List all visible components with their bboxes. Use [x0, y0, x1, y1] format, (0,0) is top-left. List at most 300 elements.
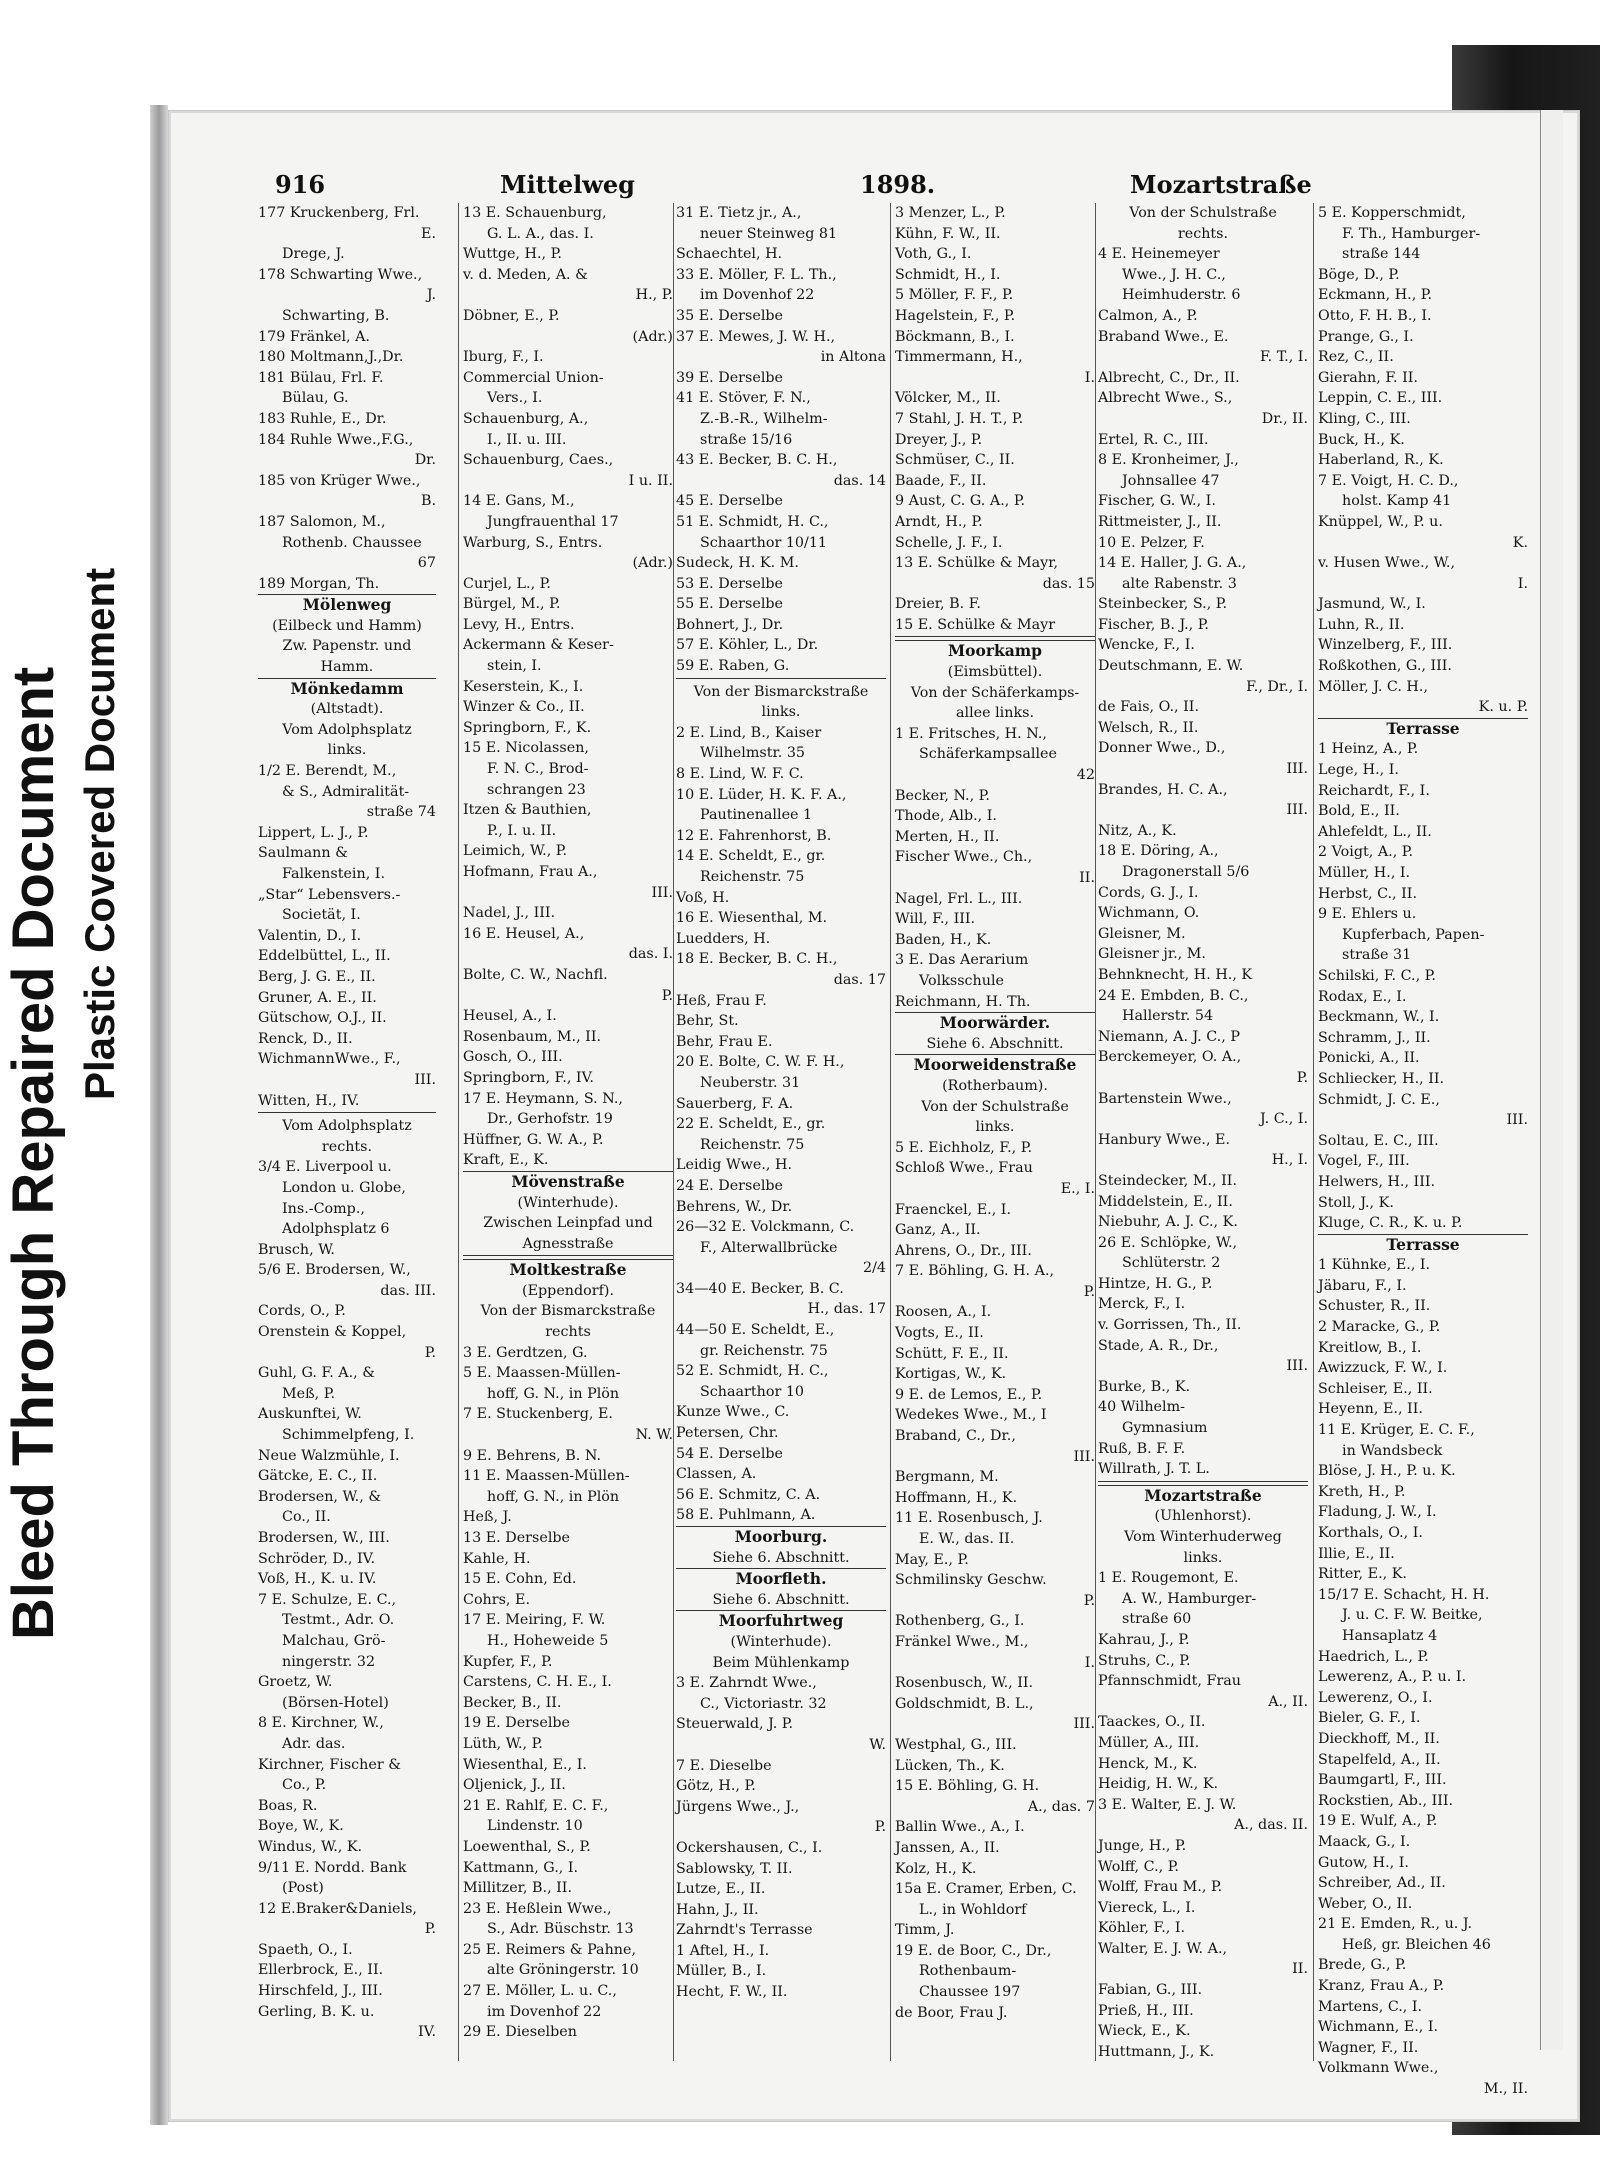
street-heading: Moorwärder. [895, 1012, 1095, 1034]
entry-continuation: 67 [417, 555, 436, 572]
directory-entry: Brandes, H. C. A., [1098, 781, 1228, 798]
directory-entry: Itzen & Bauthien, [463, 802, 592, 819]
directory-entry: Boye, W., K. [258, 1818, 344, 1835]
entry-continuation: Adolphsplatz 6 [282, 1221, 390, 1238]
directory-entry: 17 E. Meiring, F. W. [463, 1612, 606, 1629]
directory-entry: Leppin, C. E., III. [1318, 390, 1443, 407]
annotation-bleed-repaired: Bleed Through Repaired Document [1, 666, 66, 1640]
directory-entry: Ballin Wwe., A., I. [895, 1819, 1025, 1836]
entry-continuation: E. W., das. II. [919, 1531, 1015, 1547]
directory-entry: Bartenstein Wwe., [1098, 1090, 1232, 1107]
entry-continuation: H., Hoheweide 5 [487, 1632, 609, 1649]
entry-continuation: Dr., Gerhofstr. 19 [487, 1111, 613, 1128]
directory-entry: Müller, B., I. [676, 1963, 767, 1980]
directory-entry: 3 E. Zahrndt Wwe., [676, 1675, 817, 1692]
directory-entry: Springborn, F., K. [463, 719, 592, 736]
directory-entry: 7 E. Schulze, E. C., [258, 1591, 397, 1608]
directory-entry: Ritter, E., K. [1318, 1566, 1407, 1583]
directory-entry: Lüth, W., P. [463, 1735, 543, 1752]
directory-entry: 14 E. Haller, J. G. A., [1098, 555, 1247, 572]
directory-entry: 18 E. Becker, B. C. H., [676, 951, 838, 968]
entry-continuation: H., das. 17 [807, 1301, 886, 1318]
entry-continuation: F., Alterwallbrücke [700, 1239, 838, 1256]
directory-entry: 15a E. Cramer, Erben, C. [895, 1881, 1077, 1898]
directory-entry: Nadel, J., III. [463, 905, 556, 922]
directory-entry: Fischer, G. W., I. [1098, 493, 1216, 510]
directory-entry: Bürgel, M., P. [463, 596, 561, 613]
entry-continuation: holst. Kamp 41 [1342, 493, 1452, 510]
entry-continuation: B. [420, 493, 436, 510]
directory-entry: Beckmann, W., I. [1318, 1009, 1440, 1026]
directory-entry: 15 E. Cohn, Ed. [463, 1571, 577, 1588]
directory-entry: Hagelstein, F., P. [895, 307, 1016, 324]
directory-entry: 177 Kruckenberg, Frl. [258, 205, 420, 221]
directory-entry: Gleisner, M. [1098, 925, 1186, 942]
directory-entry: 181 Bülau, Frl. F. [258, 369, 384, 386]
entry-continuation: II. [1079, 870, 1095, 886]
entry-continuation: (Adr.) [632, 328, 673, 345]
street-note: rechts. [1177, 225, 1229, 242]
directory-entry: Commercial Union- [463, 369, 604, 386]
street-note: (Uhlenhorst). [1154, 1508, 1252, 1525]
entry-continuation: Reichenstr. 75 [700, 869, 805, 885]
entry-continuation: P. [1296, 1069, 1308, 1086]
directory-entry: Awizzuck, F. W., I. [1318, 1360, 1448, 1377]
directory-entry: Baumgartl, F., III. [1318, 1772, 1447, 1789]
directory-entry: 8 E. Kronheimer, J., [1098, 452, 1239, 469]
entry-continuation: Johnsallee 47 [1122, 472, 1220, 489]
directory-entry: 53 E. Derselbe [676, 575, 784, 592]
street-note: Zw. Papenstr. und [282, 638, 412, 655]
entry-continuation: das. I. [628, 946, 673, 963]
entry-continuation: G. L. A., das. I. [487, 225, 594, 242]
directory-entry: Ockershausen, C., I. [676, 1839, 823, 1856]
entry-continuation: E. [421, 225, 436, 242]
directory-entry: Hoffmann, H., K. [895, 1489, 1018, 1506]
directory-entry: 189 Morgan, Th. [258, 575, 380, 592]
entry-continuation: & S., Admiralität- [282, 783, 410, 800]
directory-entry: Braband Wwe., E. [1098, 328, 1229, 345]
directory-entry: Henck, M., K. [1098, 1755, 1198, 1772]
directory-entry: Guhl, G. F. A., & [258, 1365, 375, 1382]
directory-entry: Zahrndt's Terrasse [676, 1922, 813, 1939]
entry-continuation: London u. Globe, [282, 1179, 406, 1196]
directory-entry: Möller, J. C. H., [1318, 678, 1428, 695]
directory-entry: 27 E. Möller, L. u. C., [463, 1983, 617, 2000]
entry-continuation: Jungfrauenthal 17 [487, 513, 619, 530]
directory-entry: Heß, Frau F. [676, 992, 767, 1009]
entry-continuation: H., I. [1271, 1152, 1308, 1169]
directory-entry: 1 Kühnke, E., I. [1318, 1257, 1431, 1274]
directory-entry: 24 E. Embden, B. C., [1098, 987, 1249, 1004]
directory-entry: 41 E. Stöver, F. N., [676, 390, 811, 407]
directory-entry: Steuerwald, J. P. [676, 1716, 794, 1733]
entry-continuation: II. [1292, 1961, 1308, 1978]
directory-entry: Maack, G., I. [1318, 1833, 1411, 1850]
directory-entry: Baade, F., II. [895, 472, 987, 489]
entry-continuation: Schwarting, B. [282, 307, 390, 324]
directory-entry: Steinbecker, S., P. [1098, 596, 1228, 613]
street-note: Vom Winterhuderweg [1124, 1529, 1282, 1545]
directory-entry: 2 Voigt, A., P. [1318, 844, 1414, 861]
directory-entry: Ruß, B. F. F. [1098, 1440, 1186, 1457]
directory-entry: 3 E. Das Aerarium [895, 952, 1029, 969]
entry-continuation: Societät, I. [282, 907, 361, 924]
entry-continuation: Hallerstr. 54 [1122, 1008, 1214, 1025]
entry-continuation: gr. Reichenstr. 75 [700, 1342, 828, 1359]
directory-entry: Nagel, Frl. L., III. [895, 890, 1023, 907]
directory-entry: 7 E. Dieselbe [676, 1757, 772, 1774]
street-note: (Altstadt). [310, 701, 384, 718]
directory-entry: Albrecht, C., Dr., II. [1098, 369, 1240, 386]
directory-entry: 56 E. Schmitz, C. A. [676, 1486, 821, 1503]
directory-entry: 185 von Krüger Wwe., [258, 472, 421, 489]
directory-entry: v. Husen Wwe., W., [1318, 555, 1456, 572]
directory-entry: 13 E. Derselbe [463, 1530, 571, 1546]
directory-entry: 24 E. Derselbe [676, 1177, 784, 1194]
directory-entry: 59 E. Raben, G. [676, 658, 790, 675]
directory-entry: 40 Wilhelm- [1098, 1399, 1185, 1416]
directory-entry: Fränkel Wwe., M., [895, 1633, 1029, 1650]
entry-continuation: P. [424, 1344, 436, 1361]
directory-entry: 1 Aftel, H., I. [676, 1942, 770, 1959]
entry-continuation: IV. [417, 2024, 436, 2041]
directory-entry: Struhs, C., P. [1098, 1652, 1191, 1669]
entry-continuation: Wilhelmstr. 35 [700, 745, 806, 762]
directory-entry: 10 E. Lüder, H. K. F. A., [676, 786, 847, 803]
entry-continuation: I., II. u. III. [487, 431, 567, 448]
directory-entry: Luhn, R., II. [1318, 616, 1405, 633]
directory-entry: 54 E. Derselbe [676, 1445, 784, 1462]
directory-entry: Stade, A. R., Dr., [1098, 1337, 1219, 1354]
directory-entry: 20 E. Bolte, C. W. F. H., [676, 1054, 845, 1071]
street-note: Hamm. [320, 659, 374, 676]
directory-entry: Reichardt, F., I. [1318, 782, 1430, 799]
street-note: (Winterhude). [730, 1633, 832, 1650]
street-heading: Mövenstraße [463, 1171, 673, 1193]
directory-entry: Fischer Wwe., Ch., [895, 849, 1033, 866]
directory-entry: Leimich, W., P. [463, 843, 568, 860]
street-heading: Moorfleth. [676, 1568, 886, 1590]
directory-entry: Bold, E., II. [1318, 803, 1400, 820]
directory-entry: Gleisner jr., M. [1098, 946, 1206, 963]
directory-entry: Jürgens Wwe., J., [676, 1798, 800, 1815]
directory-entry: Cords, G. J., I. [1098, 884, 1199, 901]
page-number: 916 [275, 170, 326, 199]
directory-entry: Heyenn, E., II. [1318, 1401, 1423, 1418]
directory-entry: Kolz, H., K. [895, 1860, 977, 1877]
entry-continuation: Vers., I. [487, 390, 543, 407]
directory-entry: Goldschmidt, B. L., [895, 1695, 1034, 1712]
entry-continuation: Reichenstr. 75 [700, 1136, 805, 1153]
directory-entry: 23 E. Heßlein Wwe., [463, 1900, 612, 1917]
directory-entry: 10 E. Pelzer, F. [1098, 534, 1205, 551]
directory-entry: Niemann, A. J. C., P [1098, 1028, 1240, 1045]
street-heading: Terrasse [1318, 718, 1528, 740]
directory-entry: Schröder, D., IV. [258, 1550, 376, 1567]
entry-continuation: straße 144 [1342, 246, 1421, 263]
entry-continuation: Co., II. [282, 1509, 331, 1526]
directory-entry: Stoll, J., K. [1318, 1194, 1394, 1211]
directory-entry: Voth, G., I. [895, 246, 972, 263]
directory-entry: Lücken, Th., K. [895, 1757, 1005, 1774]
directory-entry: Jasmund, W., I. [1318, 596, 1426, 613]
entry-continuation: Dragonerstall 5/6 [1122, 864, 1250, 880]
directory-entry: 43 E. Becker, B. C. H., [676, 452, 838, 469]
directory-entry: Junge, H., P. [1098, 1837, 1187, 1854]
directory-entry: 7 E. Böhling, G. H. A., [895, 1263, 1055, 1280]
directory-entry: 14 E. Gans, M., [463, 493, 575, 510]
directory-entry: Behnknecht, H. H., K [1098, 966, 1253, 983]
directory-entry: Kling, C., III. [1318, 410, 1411, 427]
directory-entry: Cohrs, E. [463, 1591, 530, 1608]
directory-entry: Schaechtel, H. [676, 246, 783, 263]
directory-entry: 51 E. Schmidt, H. C., [676, 513, 829, 530]
entry-continuation: I. [1517, 575, 1528, 592]
directory-entry: 19 E. Wulf, A., P. [1318, 1813, 1438, 1830]
directory-entry: Hofmann, Frau A., [463, 864, 598, 880]
directory-entry: Walter, E. J. W. A., [1098, 1940, 1228, 1957]
entry-continuation: 2/4 [862, 1260, 886, 1277]
directory-entry: Schleiser, E., II. [1318, 1380, 1433, 1397]
section-rule [895, 636, 1095, 639]
entry-continuation: M., II. [1483, 2081, 1528, 2098]
directory-entry: Rockstien, Ab., III. [1318, 1792, 1454, 1809]
directory-entry: Will, F., III. [895, 911, 976, 928]
entry-continuation: Rothenbaum- [919, 1963, 1017, 1980]
directory-entry: Leidig Wwe., H. [676, 1157, 792, 1174]
directory-entry: Schilski, F. C., P. [1318, 967, 1436, 984]
directory-entry: Schmüser, C., II. [895, 452, 1015, 469]
directory-entry: Kreitlow, B., I. [1318, 1339, 1422, 1356]
entry-continuation: P. [424, 1921, 436, 1938]
directory-entry: 180 Moltmann,J.,Dr. [258, 349, 404, 366]
entry-continuation: K. u. P. [1478, 699, 1528, 716]
entry-continuation: in Altona [820, 349, 886, 366]
entry-continuation: III. [1073, 1716, 1095, 1733]
directory-entry: Merck, F., I. [1098, 1296, 1186, 1313]
directory-entry: Auskunftei, W. [258, 1406, 362, 1423]
entry-continuation: in Wandsbeck [1342, 1442, 1443, 1459]
directory-entry: 55 E. Derselbe [676, 596, 784, 613]
directory-entry: Voß, H., K. u. IV. [258, 1571, 377, 1588]
directory-entry: Kluge, C. R., K. u. P. [1318, 1215, 1463, 1232]
directory-entry: Middelstein, E., II. [1098, 1193, 1233, 1210]
street-note: rechts [545, 1324, 591, 1341]
entry-continuation: F. Th., Hamburger- [1342, 225, 1481, 242]
directory-entry: Brede, G., P. [1318, 1957, 1407, 1974]
directory-entry: 33 E. Möller, F. L. Th., [676, 266, 837, 283]
directory-entry: Kupfer, F., P. [463, 1653, 553, 1670]
entry-continuation: L., in Wohldorf [919, 1901, 1027, 1918]
entry-continuation: Co., P. [282, 1777, 327, 1794]
directory-entry: Kahle, H. [463, 1550, 531, 1567]
directory-entry: Hecht, F. W., II. [676, 1984, 788, 2001]
entry-continuation: Ins.-Comp., [282, 1200, 365, 1217]
section-rule [1098, 1481, 1308, 1484]
directory-entry: 9/11 E. Nordd. Bank [258, 1859, 407, 1876]
directory-entry: Fladung, J. W., I. [1318, 1504, 1437, 1521]
entry-continuation: im Dovenhof 22 [700, 287, 815, 304]
directory-entry: Gätcke, E. C., II. [258, 1468, 378, 1485]
directory-entry: Lewerenz, O., I. [1318, 1689, 1433, 1706]
directory-entry: 183 Ruhle, E., Dr. [258, 410, 387, 427]
entry-continuation: (Post) [282, 1880, 324, 1897]
directory-entry: Wuttge, H., P. [463, 246, 562, 263]
directory-entry: 15 E. Nicolassen, [463, 740, 589, 757]
directory-entry: 26—32 E. Volckmann, C. [676, 1219, 855, 1236]
entry-continuation: I. [1084, 1654, 1095, 1671]
directory-entry: Taackes, O., II. [1098, 1714, 1206, 1731]
directory-entry: Gütschow, O.J., II. [258, 1010, 387, 1027]
directory-entry: Gutow, H., I. [1318, 1854, 1409, 1871]
directory-entry: Wichmann, E., I. [1318, 2019, 1439, 2036]
directory-entry: Ahrens, O., Dr., III. [895, 1242, 1032, 1259]
column-rule [890, 203, 891, 2061]
entry-continuation: schrangen 23 [487, 781, 586, 798]
directory-entry: Brodersen, W., & [258, 1488, 382, 1505]
directory-entry: Renck, D., II. [258, 1030, 353, 1047]
entry-continuation: P. [1083, 1283, 1095, 1300]
directory-entry: Lege, H., I. [1318, 762, 1399, 779]
directory-entry: Prange, G., I. [1318, 328, 1414, 345]
directory-entry: Luedders, H. [676, 930, 771, 947]
directory-entry: Curjel, L., P. [463, 575, 551, 592]
entry-continuation: P. [874, 1819, 886, 1836]
directory-entry: 12 E. Fahrenhorst, B. [676, 827, 832, 844]
directory-entry: Ganz, A., II. [895, 1222, 981, 1239]
entry-continuation: III. [1506, 1112, 1528, 1129]
entry-continuation: Volksschule [919, 972, 1004, 989]
directory-entry: 5 E. Maassen-Müllen- [463, 1365, 621, 1382]
directory-entry: May, E., P. [895, 1551, 969, 1568]
directory-entry: 1 E. Rougemont, E. [1098, 1570, 1239, 1587]
directory-entry: Schmilinsky Geschw. [895, 1572, 1047, 1589]
directory-entry: Windus, W., K. [258, 1838, 363, 1855]
entry-continuation: N. W. [635, 1427, 673, 1444]
directory-entry: 11 E. Maassen-Müllen- [463, 1468, 630, 1485]
directory-entry: 8 E. Lind, W. F. C. [676, 766, 804, 783]
running-head-left: Mittelweg [500, 170, 635, 199]
directory-entry: Iburg, F., I. [463, 349, 544, 366]
directory-entry: Schuster, R., II. [1318, 1298, 1431, 1315]
directory-entry: Lutze, E., II. [676, 1881, 766, 1898]
street-note: Von der Schulstraße [921, 1098, 1069, 1115]
directory-entry: Rez, C., II. [1318, 349, 1394, 366]
entry-continuation: Chaussee 197 [919, 1984, 1021, 2001]
directory-entry: Ahlefeldt, L., II. [1318, 823, 1432, 840]
directory-entry: Carstens, C. H. E., I. [463, 1674, 612, 1691]
entry-continuation: Hansaplatz 4 [1342, 1627, 1438, 1644]
street-note: (Eimsbüttel). [947, 664, 1043, 681]
directory-entry: Sudeck, H. K. M. [676, 555, 799, 572]
directory-entry: Huttmann, J., K. [1098, 2043, 1215, 2060]
directory-entry: 29 E. Dieselben [463, 2024, 577, 2041]
directory-entry: 2 Maracke, G., P. [1318, 1319, 1441, 1336]
entry-continuation: Neuberstr. 31 [700, 1074, 801, 1091]
entry-continuation: (Adr.) [632, 555, 673, 572]
directory-entry: 31 E. Tietz jr., A., [676, 205, 802, 221]
directory-entry: Rodax, E., I. [1318, 988, 1407, 1005]
entry-continuation: stein, I. [487, 658, 542, 675]
directory-entry: 34—40 E. Becker, B. C. [676, 1280, 844, 1297]
directory-entry: Müller, A., III. [1098, 1734, 1200, 1751]
directory-entry: Wagner, F., II. [1318, 2039, 1419, 2056]
directory-entry: 37 E. Mewes, J. W. H., [676, 328, 836, 345]
directory-entry: Schmidt, J. C. E., [1318, 1091, 1440, 1108]
directory-entry: Springborn, F., IV. [463, 1069, 594, 1086]
entry-continuation: Heß, gr. Bleichen 46 [1342, 1936, 1491, 1953]
directory-entry: Millitzer, B., II. [463, 1880, 572, 1897]
entry-continuation: J. u. C. F. W. Beitke, [1342, 1607, 1483, 1624]
directory-entry: Schreiber, Ad., II. [1318, 1875, 1446, 1892]
entry-continuation: Testmt., Adr. O. [282, 1612, 395, 1629]
entry-continuation: J. C., I. [1260, 1111, 1308, 1128]
directory-column-2 [463, 203, 673, 2063]
entry-continuation: I. [1084, 369, 1095, 386]
entry-continuation: A., II. [1268, 1693, 1308, 1710]
entry-continuation: straße 74 [366, 804, 436, 821]
directory-entry: Cords, O., P. [258, 1303, 346, 1320]
directory-entry: Jäbaru, F., I. [1318, 1277, 1407, 1294]
entry-continuation: III. [1286, 802, 1308, 819]
directory-entry: Nitz, A., K. [1098, 822, 1177, 839]
street-heading: Terrasse [1318, 1234, 1528, 1256]
directory-entry: Hirschfeld, J., III. [258, 1983, 383, 2000]
entry-continuation: Dr., II. [1261, 410, 1308, 427]
directory-entry: Böge, D., P. [1318, 266, 1400, 283]
directory-entry: Calmon, A., P. [1098, 307, 1198, 324]
directory-entry: Ertel, R. C., III. [1098, 431, 1209, 448]
directory-entry: Schloß Wwe., Frau [895, 1160, 1033, 1177]
directory-entry: Spaeth, O., I. [258, 1941, 353, 1958]
entry-continuation: Schaarthor 10/11 [700, 534, 828, 551]
directory-entry: 13 E. Schauenburg, [463, 205, 607, 221]
entry-continuation: straße 15/16 [700, 431, 793, 448]
entry-continuation: Schäferkampsallee [919, 746, 1057, 763]
directory-entry: 7 Stahl, J. H. T., P. [895, 410, 1024, 427]
street-note: Beim Mühlenkamp [712, 1654, 850, 1671]
directory-entry: Illie, E., II. [1318, 1545, 1395, 1562]
directory-entry: 22 E. Scheldt, E., gr. [676, 1116, 826, 1133]
directory-entry: Wedekes Wwe., M., I [895, 1407, 1047, 1424]
street-note: Zwischen Leinpfad und [483, 1215, 653, 1232]
directory-entry: Behrens, W., Dr. [676, 1198, 793, 1215]
entry-continuation: E., I. [1060, 1180, 1095, 1197]
directory-entry: Baden, H., K. [895, 931, 992, 948]
directory-entry: Gruner, A. E., II. [258, 989, 377, 1006]
directory-entry: Wieck, E., K. [1098, 2023, 1191, 2040]
street-heading: Moorkamp [895, 640, 1095, 662]
directory-entry: 5 Möller, F. F., P. [895, 287, 1014, 304]
directory-entry: 1/2 E. Berendt, M., [258, 763, 397, 780]
entry-continuation: hoff, G. N., in Plön [487, 1488, 620, 1505]
directory-entry: Heß, J. [463, 1509, 512, 1526]
entry-continuation: A., das. 7 [1027, 1798, 1095, 1815]
directory-entry: 178 Schwarting Wwe., [258, 266, 423, 283]
directory-entry: 39 E. Derselbe [676, 369, 784, 386]
directory-entry: Hanbury Wwe., E. [1098, 1131, 1231, 1148]
directory-entry: Dreier, B. F. [895, 596, 981, 613]
entry-continuation: III. [1073, 1448, 1095, 1465]
directory-entry: v. Gorrissen, Th., II. [1098, 1317, 1242, 1334]
directory-entry: Becker, N., P. [895, 787, 990, 804]
directory-entry: Rosenbusch, W., II. [895, 1675, 1034, 1692]
entry-continuation: P., I. u. II. [487, 822, 557, 839]
entry-continuation: F. T., I. [1259, 349, 1308, 366]
directory-entry: WichmannWwe., F., [258, 1051, 401, 1068]
directory-entry: 187 Salomon, M., [258, 513, 386, 530]
